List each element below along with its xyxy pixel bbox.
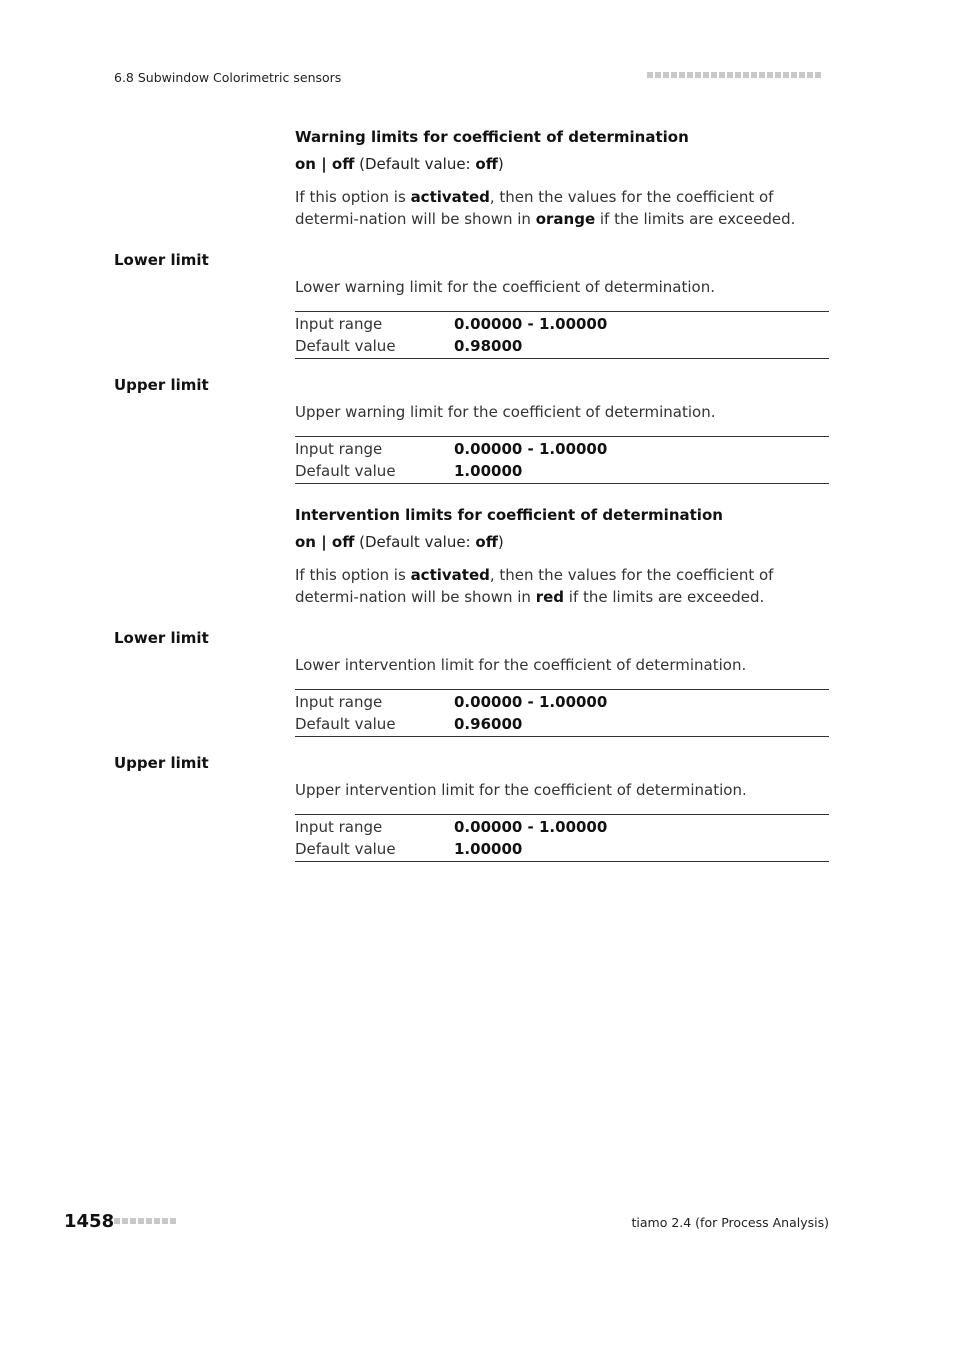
- param-key: Default value: [295, 840, 396, 858]
- warning-upper-limit-label: Upper limit: [114, 376, 209, 394]
- table-row: [295, 460, 829, 482]
- param-value: 0.96000: [454, 715, 523, 733]
- param-key: Default value: [295, 715, 396, 733]
- footer-decoration-squares: [114, 1218, 176, 1224]
- param-key: Default value: [295, 462, 396, 480]
- default-value: off: [475, 155, 498, 173]
- table-row: [295, 691, 829, 713]
- page-number: 1458: [64, 1211, 115, 1232]
- intervention-upper-limit-table: [295, 814, 829, 862]
- running-header-section: 6.8 Subwindow Colorimetric sensors: [114, 70, 342, 85]
- footer-product-name: tiamo 2.4 (for Process Analysis): [631, 1215, 829, 1230]
- intervention-lower-limit-desc: Lower intervention limit for the coefficient of determination.: [295, 656, 747, 674]
- intervention-upper-limit-label: Upper limit: [114, 754, 209, 772]
- param-value: 0.00000 - 1.00000: [454, 818, 608, 836]
- option-separator: |: [315, 533, 332, 551]
- header-decoration-squares: [647, 72, 821, 78]
- option-separator: |: [315, 155, 332, 173]
- intervention-lower-limit-table: [295, 689, 829, 737]
- param-key: Input range: [295, 315, 383, 333]
- table-row: [295, 838, 829, 860]
- param-value: 0.00000 - 1.00000: [454, 315, 608, 333]
- off-option: off: [331, 533, 355, 551]
- warning-limits-title: Warning limits for coefficient of determination: [295, 128, 689, 146]
- param-value: 1.00000: [454, 840, 523, 858]
- default-prefix: (Default value:: [354, 533, 476, 551]
- param-value: 0.98000: [454, 337, 523, 355]
- param-key: Input range: [295, 440, 383, 458]
- warning-upper-limit-desc: Upper warning limit for the coefficient of determination.: [295, 403, 716, 421]
- off-option: off: [331, 155, 355, 173]
- table-row: [295, 313, 829, 335]
- param-value: 0.00000 - 1.00000: [454, 440, 608, 458]
- param-value: 1.00000: [454, 462, 523, 480]
- warning-lower-limit-desc: Lower warning limit for the coefficient of determination.: [295, 278, 715, 296]
- table-row: [295, 335, 829, 357]
- intervention-limits-title: Intervention limits for coefficient of determination: [295, 506, 723, 524]
- table-row: [295, 713, 829, 735]
- table-row: [295, 816, 829, 838]
- default-value: off: [475, 533, 498, 551]
- intervention-upper-limit-desc: Upper intervention limit for the coefficient of determination.: [295, 781, 747, 799]
- warning-description: If this option is activated, then the values for the coefficient of determi-nation will be shown in orange if the limits are exceeded.: [295, 188, 796, 228]
- warning-onoff-line: [295, 155, 504, 173]
- default-prefix: (Default value:: [354, 155, 476, 173]
- warning-upper-limit-table: [295, 436, 829, 484]
- warning-lower-limit-table: [295, 311, 829, 359]
- on-option: on: [295, 533, 316, 551]
- warning-lower-limit-label: Lower limit: [114, 251, 209, 269]
- default-suffix: ): [497, 533, 504, 551]
- on-option: on: [295, 155, 316, 173]
- param-value: 0.00000 - 1.00000: [454, 693, 608, 711]
- param-key: Input range: [295, 693, 383, 711]
- intervention-lower-limit-label: Lower limit: [114, 629, 209, 647]
- intervention-description: If this option is activated, then the values for the coefficient of determi-nation will be shown in red if the limits are exceeded.: [295, 566, 774, 606]
- param-key: Input range: [295, 818, 383, 836]
- default-suffix: ): [497, 155, 504, 173]
- table-row: [295, 438, 829, 460]
- param-key: Default value: [295, 337, 396, 355]
- intervention-onoff-line: [295, 533, 504, 551]
